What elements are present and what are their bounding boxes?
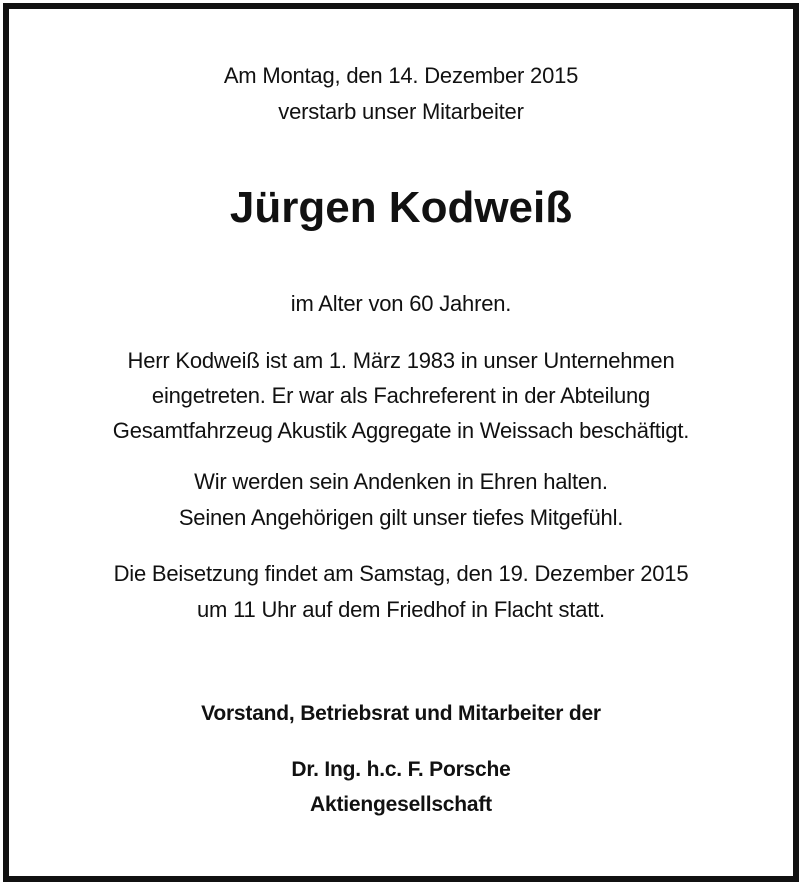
deceased-name: Jürgen Kodweiß: [229, 183, 573, 232]
condolence-line-2: Seinen Angehörigen gilt unser tiefes Mitgefühl.: [178, 505, 624, 530]
age-line: im Alter von 60 Jahren.: [290, 291, 512, 316]
career-line-1: Herr Kodweiß ist am 1. März 1983 in unser Unternehmen: [127, 348, 675, 373]
condolence-line-1: Wir werden sein Andenken in Ehren halten.: [194, 469, 608, 494]
intro-line-2: verstarb unser Mitarbeiter: [278, 99, 524, 124]
intro-line-1: Am Montag, den 14. Dezember 2015: [223, 63, 579, 88]
obituary-notice: [3, 3, 799, 882]
funeral-line-1: Die Beisetzung findet am Samstag, den 19. Dezember 2015: [113, 561, 689, 586]
funeral-line-2: um 11 Uhr auf dem Friedhof in Flacht statt.: [197, 597, 605, 622]
signature-line: Vorstand, Betriebsrat und Mitarbeiter der: [201, 702, 601, 725]
career-line-3: Gesamtfahrzeug Akustik Aggregate in Weissach beschäftigt.: [112, 418, 690, 443]
company-name-line-2: Aktiengesellschaft: [310, 793, 492, 816]
company-name-line-1: Dr. Ing. h.c. F. Porsche: [291, 758, 511, 781]
career-line-2: eingetreten. Er war als Fachreferent in der Abteilung: [151, 383, 651, 408]
